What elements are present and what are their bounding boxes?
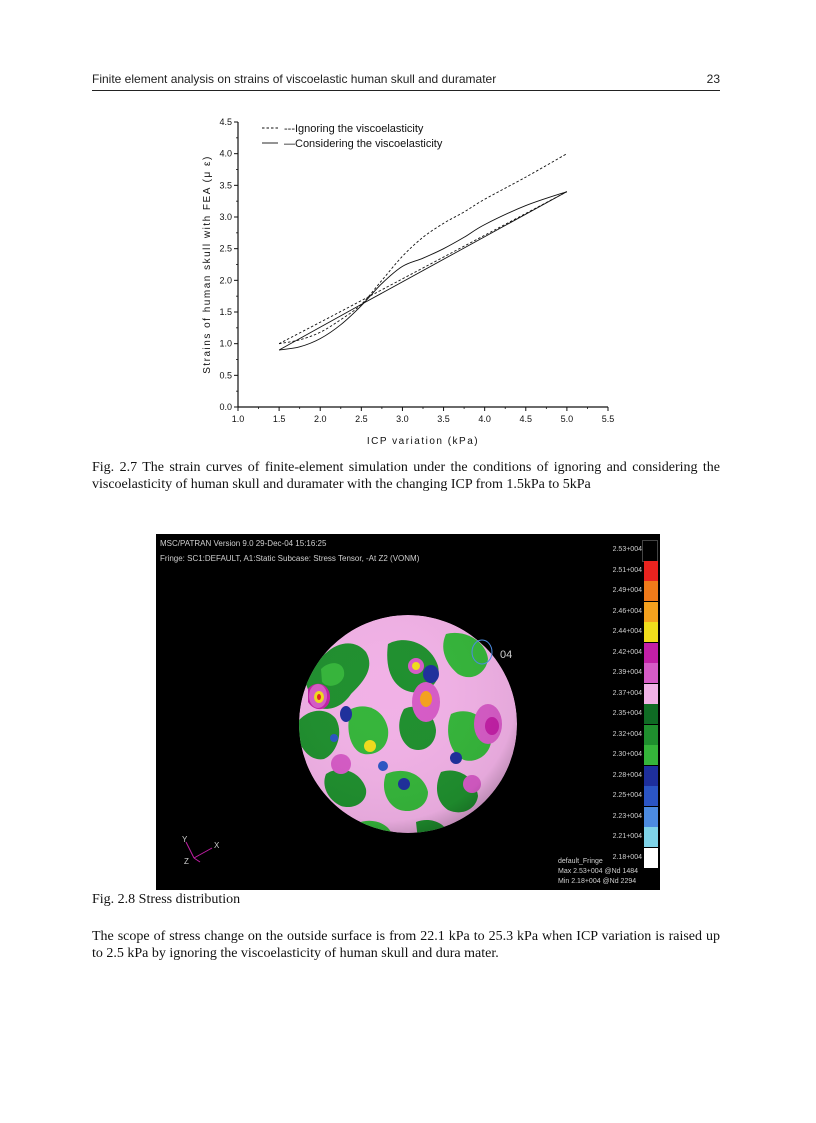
strain-chart: [196, 112, 626, 457]
legend-value-label: 2.44+004: [612, 628, 642, 635]
legend-value-label: 2.35+004: [612, 710, 642, 717]
legend-value-label: 2.25+004: [612, 792, 642, 799]
fem-stress-figure: [156, 534, 660, 890]
legend-value-label: 2.28+004: [612, 771, 642, 779]
legend-swatch: [644, 827, 658, 847]
x-tick-label: 2.0: [313, 414, 327, 424]
legend-entry-1: —Considering the viscoelasticity: [284, 138, 443, 150]
legend-swatch: [644, 684, 658, 704]
x-tick-label: 5.0: [560, 414, 574, 424]
series-line-ignoring-0: [279, 154, 567, 344]
x-tick-label: 3.0: [396, 414, 409, 424]
y-tick-label: 1.0: [219, 338, 232, 349]
legend-value-label: 2.30+004: [612, 751, 642, 758]
legend-swatch: [644, 848, 658, 868]
legend-value-label: 2.39+004: [612, 669, 642, 676]
legend-swatch: [644, 725, 658, 745]
x-tick-label: 1.0: [231, 414, 245, 424]
fem-header-line2: Fringe: SC1:DEFAULT, A1:Static Subcase: Stress Tensor, -At Z2 (VONM): [160, 554, 420, 563]
legend-value-label: 2.23+004: [612, 812, 642, 820]
legend-value-label: 2.53+004: [612, 546, 642, 553]
axis-y-label: Y: [182, 835, 188, 844]
y-tick-label: 4.0: [219, 148, 232, 159]
legend-swatch: [644, 807, 658, 827]
x-axis-label: ICP variation (kPa): [366, 436, 480, 447]
legend-swatch: [644, 561, 658, 581]
footer-min: Min 2.18+004 @Nd 2294: [558, 878, 637, 885]
fringe-legend: [612, 534, 660, 890]
series-line-ignoring-1: [279, 192, 567, 344]
y-tick-label: 1.5: [219, 307, 232, 317]
y-tick-label: 3.5: [219, 180, 232, 191]
axis-triad: [182, 835, 220, 866]
footer-max: Max 2.53+004 @Nd 1484: [558, 868, 639, 875]
legend-swatch: [644, 786, 658, 806]
y-tick-label: 2.0: [219, 275, 232, 286]
legend-value-label: 2.18+004: [612, 853, 642, 861]
y-tick-label: 3.0: [219, 212, 232, 222]
skull-sphere: [156, 534, 612, 890]
legend-swatch: [642, 540, 658, 562]
x-tick-label: 4.0: [478, 414, 491, 424]
legend-swatch: [644, 766, 658, 786]
legend-value-label: 2.32+004: [612, 730, 642, 738]
legend-swatch: [644, 581, 658, 601]
page-number: 23: [706, 72, 720, 86]
x-tick-label: 5.5: [601, 414, 615, 424]
series-line-considering-3: [279, 192, 567, 350]
legend-value-label: 2.21+004: [612, 833, 642, 840]
fig-2-7-caption: Fig. 2.7 The strain curves of finite-element simulation under the conditions of ignoring and considering the viscoelasticity of human skull and duramater with the changing ICP from 1.5kPa to 5kPa: [92, 460, 720, 492]
legend-value-label: 2.49+004: [612, 587, 642, 594]
fig-2-8-caption: Fig. 2.8 Stress distribution: [92, 892, 241, 907]
x-tick-label: 3.5: [437, 414, 450, 424]
legend-swatch: [644, 602, 658, 622]
node-label: 04: [500, 649, 513, 661]
x-tick-label: 1.5: [272, 414, 286, 424]
y-axis-label: Strains of human skull with FEA (μ ε): [202, 155, 213, 374]
running-header: [92, 70, 720, 91]
legend-value-label: 2.37+004: [612, 689, 642, 697]
x-tick-label: 4.5: [519, 414, 533, 424]
legend-swatch: [644, 704, 658, 724]
fem-header-line1: MSC/PATRAN Version 9.0 29-Dec-04 15:16:25: [160, 539, 327, 548]
y-tick-label: 0.5: [219, 370, 232, 381]
header-title: Finite element analysis on strains of viscoelastic human skull and duramater: [92, 72, 497, 86]
legend-value-label: 2.46+004: [612, 607, 642, 615]
legend-swatch: [644, 663, 658, 683]
legend-swatch: [644, 622, 658, 642]
footer-fringe: default_Fringe: [558, 858, 603, 865]
axis-z-label: Z: [184, 857, 189, 866]
body-paragraph: The scope of stress change on the outside surface is from 22.1 kPa to 25.3 kPa when ICP variation is raised up to 2.5 kPa by ignoring the viscoelasticity of human skull and dura mater.: [92, 929, 720, 961]
legend-entry-0: ---Ignoring the viscoelasticity: [284, 123, 424, 135]
y-tick-label: 0.0: [219, 402, 232, 412]
x-tick-label: 2.5: [355, 414, 368, 424]
y-tick-label: 4.5: [219, 117, 232, 127]
legend-value-label: 2.42+004: [612, 648, 642, 656]
legend-swatch: [644, 643, 658, 663]
axis-x-label: X: [214, 841, 220, 850]
y-tick-label: 2.5: [219, 243, 232, 254]
legend-swatch: [644, 745, 658, 765]
legend-value-label: 2.51+004: [612, 566, 642, 574]
